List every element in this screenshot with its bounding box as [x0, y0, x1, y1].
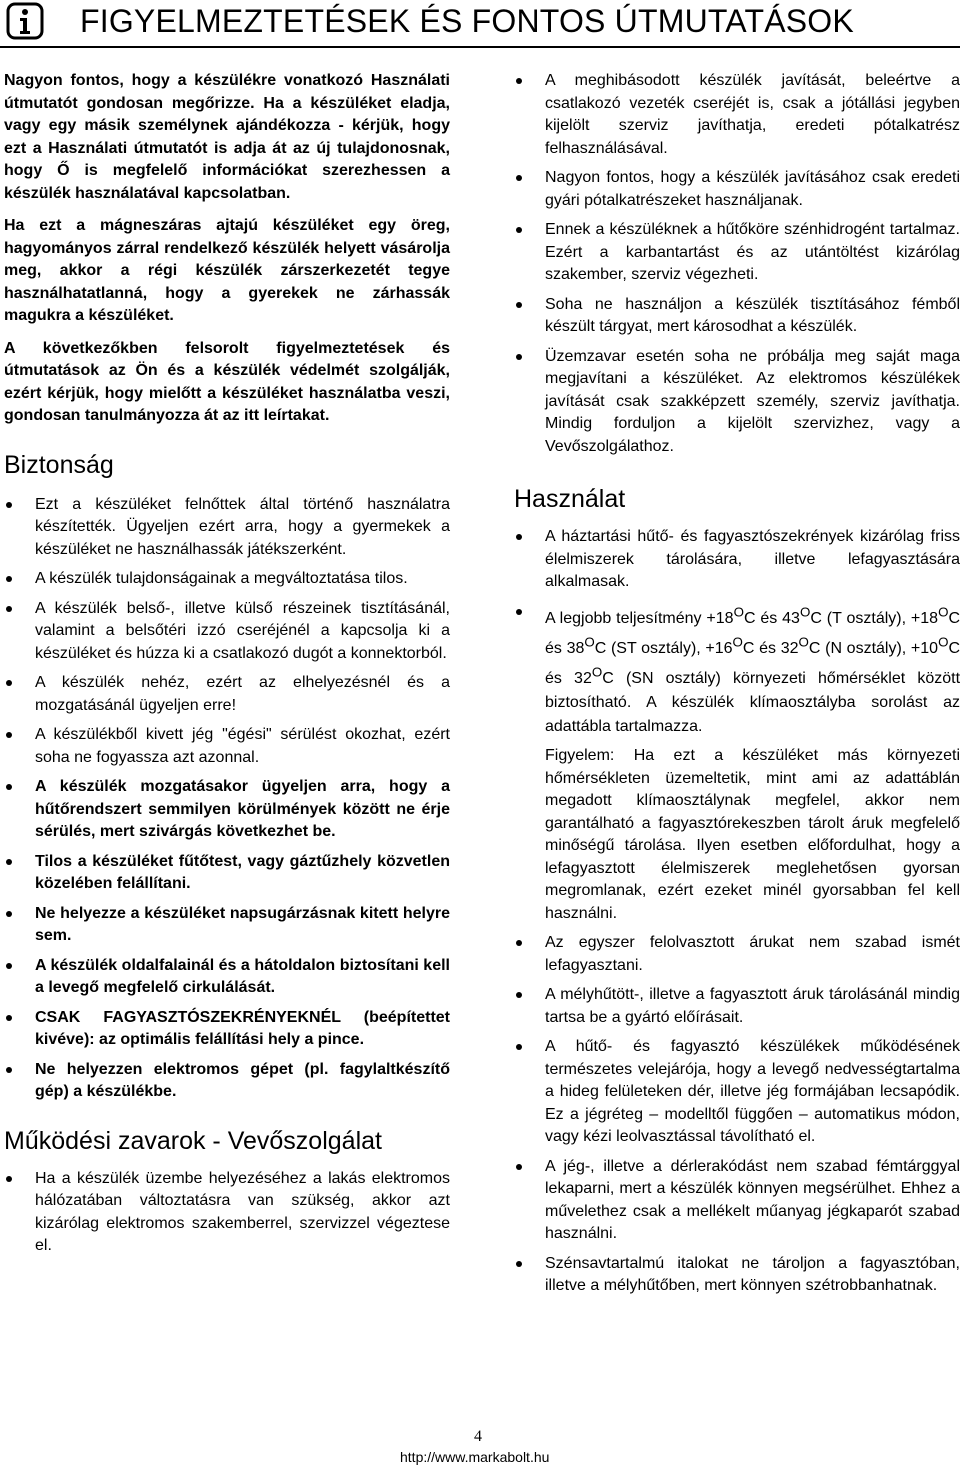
- bullet-icon: [6, 1067, 12, 1073]
- list-item-text: A mélyhűtött-, illetve a fagyasztott áruk tárolásánál mindig tartsa be a gyártó előírásait.: [545, 986, 960, 1026]
- bullet-icon: [516, 940, 522, 946]
- bullet-icon: [516, 609, 522, 615]
- list-item-text: Ezt a készüléket felnőttek által történő használatra készítették. Ügyeljen ezért arra, hogy a gyermekek a készüléket ne használhassák játékszerként.: [35, 495, 450, 558]
- list-item: [4, 672, 450, 717]
- list-item-text: Az egyszer felolvasztott árukat nem szabad ismét lefagyasztani.: [545, 934, 960, 974]
- list-item-text: Tilos a készüléket fűtőtest, vagy gáztűzhely közvetlen közelében felállítani.: [35, 852, 450, 892]
- list-item: [514, 167, 960, 212]
- list-item-text: Nagyon fontos, hogy a készülék javításához csak eredeti gyári pótalkatrészeket használjanak.: [545, 169, 960, 209]
- service-list: [4, 1168, 450, 1258]
- list-item: [4, 776, 450, 844]
- bullet-icon: [516, 227, 522, 233]
- page-title: FIGYELMEZTETÉSEK ÉS FONTOS ÚTMUTATÁSOK: [80, 3, 854, 39]
- list-item-text: Ha a készülék üzembe helyezéséhez a lakás elektromos hálózatában változtatásra van szükség, akkor azt kizárólag elektromos szakemberrel, szervizzel végeztese el.: [35, 1169, 450, 1254]
- intro-section: [4, 70, 450, 428]
- climate-text: A legjobb teljesítmény $+18^OC$ és $43^OC$ (T osztály), $+18^OC$ és $38^OC$ (ST osztály), $+16^OC$ és $32^OC$ (N osztály), $+10^OC$ és $32^OC$ (SN osztály) környezeti hőmérséklet között biztosítható. A készülék klímaosztályba sorolást az adattábla tartalmazza.: [545, 604, 960, 736]
- list-item: [514, 526, 960, 594]
- bullet-icon: [6, 1015, 12, 1021]
- bullet-icon: [6, 1176, 12, 1182]
- list-item-text: A készülék belső-, illetve külső részeinek tisztításánál, valamint a belsőtéri izzó cseréjénél a kapcsolja ki a készüléket és húzza ki a csatlakozó dugót a konnektorból.: [35, 599, 450, 662]
- list-item-text: A készülék tulajdonságainak a megváltoztatása tilos.: [35, 570, 408, 587]
- bullet-icon: [6, 576, 12, 582]
- list-item: [4, 1059, 450, 1104]
- bullet-icon: [6, 680, 12, 686]
- bullet-icon: [516, 534, 522, 540]
- list-item: [514, 1156, 960, 1246]
- bullet-icon: [6, 911, 12, 917]
- bullet-icon: [516, 1261, 522, 1267]
- bullet-icon: [6, 963, 12, 969]
- list-item-text: CSAK FAGYASZTÓSZEKRÉNYEKNÉL (beépítettet kivéve): az optimális felállítási hely a pince.: [35, 1008, 450, 1048]
- footer-url: http://www.markabolt.hu: [400, 1449, 550, 1465]
- list-item-text: Ne helyezzen elektromos gépet (pl. fagylaltkészítő gép) a készülékbe.: [35, 1060, 450, 1100]
- intro-paragraph: A következőkben felsorolt figyelmeztetések és útmutatások az Ön és a készülék védelmét szolgálják, ezért kérjük, hogy mielőtt a készüléket használatba veszi, gondosan tanulmányozza át az itt leírtakat.: [4, 339, 450, 424]
- list-item: [514, 1253, 960, 1298]
- left-column: [4, 70, 450, 1265]
- safety-heading: Biztonság: [4, 450, 114, 479]
- list-item: [4, 724, 450, 769]
- list-item-text: Ennek a készüléknek a hűtőköre szénhidrogént tartalmaz. Ezért a karbantartást és az utántöltést kizárólag szakember, szerviz végezheti.: [545, 221, 960, 283]
- intro-paragraph: Ha ezt a mágneszáras ajtajú készüléket egy öreg, hagyományos zárral rendelkező készülék helyett vásárolja meg, akkor a régi készülék zárszerkezetét tegye használhatatlanná, hogy a gyerekek ne zárhassák magukra a készüléket.: [4, 217, 450, 324]
- list-item-text: A hűtő- és fagyasztó készülékek működésének természetes velejárója, hogy a levegő nedvességtartalma a hideg felületeken dér, illetve jég formájában lecsapódik. Ez a jégréteg – modelltől függően – automatikus módon, vagy kézi leolvasztással távolítható el.: [545, 1038, 960, 1146]
- safety-list: [4, 494, 450, 1104]
- list-item: [4, 955, 450, 1000]
- bullet-icon: [516, 1044, 522, 1050]
- list-item-text: A háztartási hűtő- és fagyasztószekrények kizárólag friss élelmiszerek tárolására, illetve lefagyasztására alkalmasak.: [545, 528, 960, 590]
- service-list-continued: [514, 70, 960, 458]
- list-item-text: Ne helyezze a készüléket napsugárzásnak kitett helyre sem.: [35, 904, 450, 944]
- bullet-icon: [516, 175, 522, 181]
- use-list: [514, 526, 960, 1298]
- bullet-icon: [6, 502, 12, 508]
- list-item: [4, 598, 450, 666]
- list-item: [514, 70, 960, 160]
- bullet-icon: [6, 606, 12, 612]
- page-number: 4: [474, 1428, 482, 1445]
- list-item: [514, 932, 960, 977]
- bullet-icon: [6, 859, 12, 865]
- bullet-icon: [6, 784, 12, 790]
- use-heading: Használat: [514, 485, 626, 513]
- list-item: [4, 851, 450, 896]
- list-item: [4, 903, 450, 948]
- list-item: [4, 1007, 450, 1052]
- intro-paragraph: Nagyon fontos, hogy a készülékre vonatkozó Használati útmutatót gondosan megőrizze. Ha a készüléket eladja, vagy egy másik személynek ajándékozza - kérjük, hogy ezt a Használati útmutatót is adja át az új tulajdonosnak, hogy Ő is megfelelő információkat szerezhessen a készülék használatával kapcsolatban.: [4, 72, 450, 202]
- info-icon: [6, 2, 44, 40]
- list-item-text: A készülékből kivett jég "égési" sérülést okozhat, ezért soha ne fogyassza azt azonnal.: [35, 726, 450, 766]
- list-item: [514, 294, 960, 339]
- list-item-text: Soha ne használjon a készülék tisztításához fémből készült tárgyat, mert károsodhat a készülék.: [545, 295, 960, 335]
- list-item: [4, 494, 450, 562]
- bullet-icon: [6, 732, 12, 738]
- list-item-text: A készülék mozgatásakor ügyeljen arra, hogy a hűtőrendszert semmilyen körülmények között ne érje sérülés, mert szivárgás következhet be.: [35, 778, 450, 840]
- list-item: [514, 346, 960, 459]
- bullet-icon: [516, 78, 522, 84]
- list-item: [514, 219, 960, 287]
- list-item: [4, 568, 450, 591]
- list-item-text: A meghibásodott készülék javítását, beleértve a csatlakozó vezeték cseréjét is, csak a jótállási jegyben kijelölt szerviz javíthatja, eredeti pótalkatrész felhasználásával.: [545, 72, 960, 157]
- climate-note: Figyelem: Ha ezt a készüléket más környezeti hőmérsékleten üzemeltetik, mint ami az adattáblán megadott klímaosztálynak megfelel, akkor nem garantálható a fagyasztórekeszben tárolt áruk megfelelő minőségű tárolása. Ilyen esetben előfordulhat, hogy a lefagyasztott élelmiszerek meglehetősen gyorsan megromlanak, ezért ezeket minél gyorsabban fel kell használni.: [545, 747, 960, 922]
- list-item-text: A készülék oldalfalainál és a hátoldalon biztosítani kell a levegő megfelelő cirkulálását.: [35, 956, 450, 996]
- bullet-icon: [516, 354, 522, 360]
- bullet-icon: [516, 1164, 522, 1170]
- list-item: [514, 984, 960, 1029]
- right-column: [514, 70, 960, 1305]
- list-item-text: Szénsavtartalmú italokat ne tároljon a fagyasztóban, illetve a mélyhűtőben, mert könnyen szétrobbanhatnak.: [545, 1254, 960, 1295]
- bullet-icon: [516, 302, 522, 308]
- list-item-climate: [514, 601, 960, 926]
- bullet-icon: [516, 992, 522, 998]
- list-item-text: Üzemzavar esetén soha ne próbálja meg saját maga megjavítani a készüléket. Az elektromos készülékek javítását csak szakképzett személy, szerviz javíthatja. Mindig forduljon a kijelölt szervizhez, vagy a Vevőszolgálathoz.: [545, 347, 960, 455]
- page-header: [0, 0, 960, 48]
- list-item: [514, 1036, 960, 1149]
- service-heading: Működési zavarok - Vevőszolgálat: [4, 1126, 382, 1155]
- list-item-text: A jég-, illetve a dérlerakódást nem szabad fémtárggyal lekaparni, mert a készülék könnyen megsérülhet. Ehhez a művelethez csak a mellékelt műanyag jégkaparót szabad használni.: [545, 1157, 960, 1243]
- list-item: [4, 1168, 450, 1258]
- list-item-text: A készülék nehéz, ezért az elhelyezésnél és a mozgatásánál ügyeljen erre!: [35, 674, 450, 714]
